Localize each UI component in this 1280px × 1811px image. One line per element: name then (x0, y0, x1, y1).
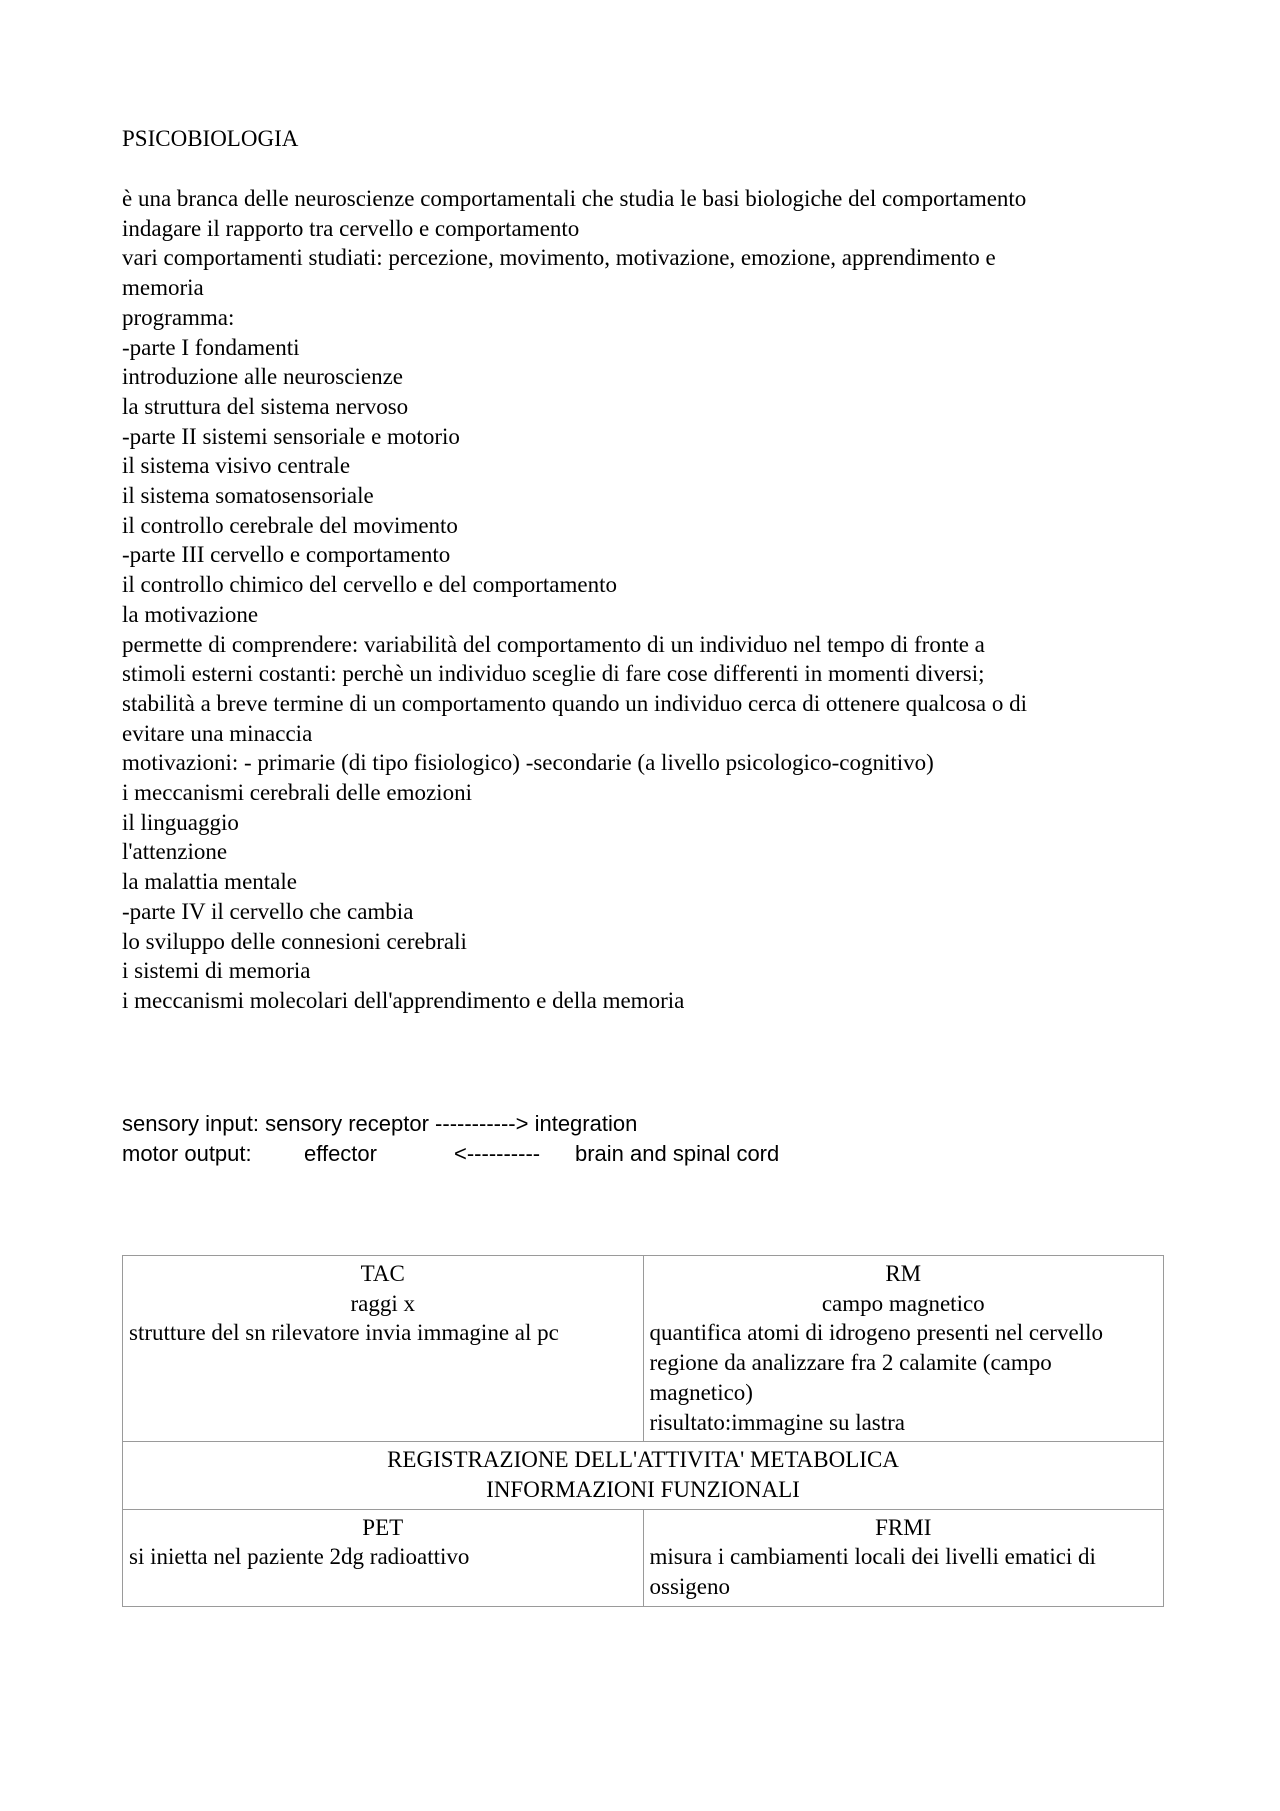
document-title: PSICOBIOLOGIA (122, 126, 299, 151)
frmi-description: misura i cambiamenti locali dei livelli ematici di ossigeno (649, 1544, 1096, 1600)
text-line: programma: (122, 304, 235, 330)
tac-subheading: raggi x (350, 1290, 415, 1316)
text-line: permette di comprendere: variabilità del comportamento di un individuo nel tempo di fronte a (122, 631, 985, 657)
text-line: evitare una minaccia (122, 720, 313, 746)
tac-cell (123, 1256, 644, 1442)
pet-description: si inietta nel paziente 2dg radioattivo (129, 1544, 470, 1570)
text-line: stimoli esterni costanti: perchè un individuo sceglie di fare cose differenti in momenti diversi; (122, 661, 985, 687)
metabolic-heading: REGISTRAZIONE DELL'ATTIVITA' METABOLICA (387, 1447, 899, 1473)
table-row (123, 1256, 1164, 1442)
sensory-input-text: sensory input: sensory receptor -----------> integration (122, 1111, 638, 1136)
pet-heading: PET (362, 1514, 404, 1540)
rm-description: quantifica atomi di idrogeno presenti nel cervello (649, 1320, 1103, 1346)
text-line: -parte III cervello e comportamento (122, 542, 451, 568)
text-line: l'attenzione (122, 839, 228, 865)
text-line: -parte I fondamenti (122, 334, 300, 360)
text-line: il linguaggio (122, 809, 239, 835)
rm-cell (643, 1256, 1164, 1442)
text-line: è una branca delle neuroscienze comportamentali che studia le basi biologiche del comportamento (122, 186, 1027, 211)
table-row (123, 1442, 1164, 1509)
motor-effector: effector (304, 1140, 377, 1166)
text-line: i sistemi di memoria (122, 958, 311, 984)
text-line: introduzione alle neuroscienze (122, 364, 403, 390)
rm-description: regione da analizzare fra 2 calamite (campo magnetico) (649, 1350, 1052, 1405)
text-line: -parte II sistemi sensoriale e motorio (122, 423, 460, 449)
body-text (122, 184, 1172, 1016)
text-line: vari comportamenti studiati: percezione, movimento, motivazione, emozione, apprendimento e (122, 245, 996, 271)
motor-target: brain and spinal cord (575, 1140, 780, 1166)
text-line: la motivazione (122, 601, 259, 627)
text-line: il sistema visivo centrale (122, 453, 351, 479)
rm-description: risultato:immagine su lastra (649, 1409, 906, 1435)
motor-output-label: motor output: (122, 1140, 252, 1166)
functional-heading: INFORMAZIONI FUNZIONALI (486, 1476, 800, 1502)
text-line: il controllo chimico del cervello e del comportamento (122, 572, 617, 598)
pet-cell (123, 1509, 644, 1606)
frmi-cell (643, 1509, 1164, 1606)
text-line: il controllo cerebrale del movimento (122, 512, 458, 538)
motor-arrow: <---------- (454, 1140, 541, 1166)
rm-heading: RM (885, 1261, 922, 1286)
text-line: lo sviluppo delle connesioni cerebrali (122, 928, 467, 954)
text-line: il sistema somatosensoriale (122, 483, 374, 509)
metabolic-cell (123, 1442, 1164, 1509)
text-line: stabilità a breve termine di un comportamento quando un individuo cerca di ottenere qualcosa o di (122, 690, 1028, 716)
text-line: i meccanismi molecolari dell'apprendimento e della memoria (122, 987, 685, 1013)
text-line: -parte IV il cervello che cambia (122, 898, 414, 924)
frmi-heading: FRMI (875, 1514, 932, 1540)
text-line: memoria (122, 275, 204, 301)
text-line: i meccanismi cerebrali delle emozioni (122, 780, 472, 806)
tac-heading: TAC (360, 1261, 405, 1286)
tac-description: strutture del sn rilevatore invia immagine al pc (129, 1320, 559, 1346)
text-line: la struttura del sistema nervoso (122, 393, 409, 419)
text-line: motivazioni: - primarie (di tipo fisiologico) -secondarie (a livello psicologico-cognitivo) (122, 750, 934, 776)
text-line: indagare il rapporto tra cervello e comportamento (122, 215, 580, 241)
imaging-techniques-table (122, 1255, 1164, 1607)
rm-subheading: campo magnetico (821, 1290, 985, 1316)
table-row (123, 1509, 1164, 1606)
text-line: la malattia mentale (122, 869, 297, 895)
